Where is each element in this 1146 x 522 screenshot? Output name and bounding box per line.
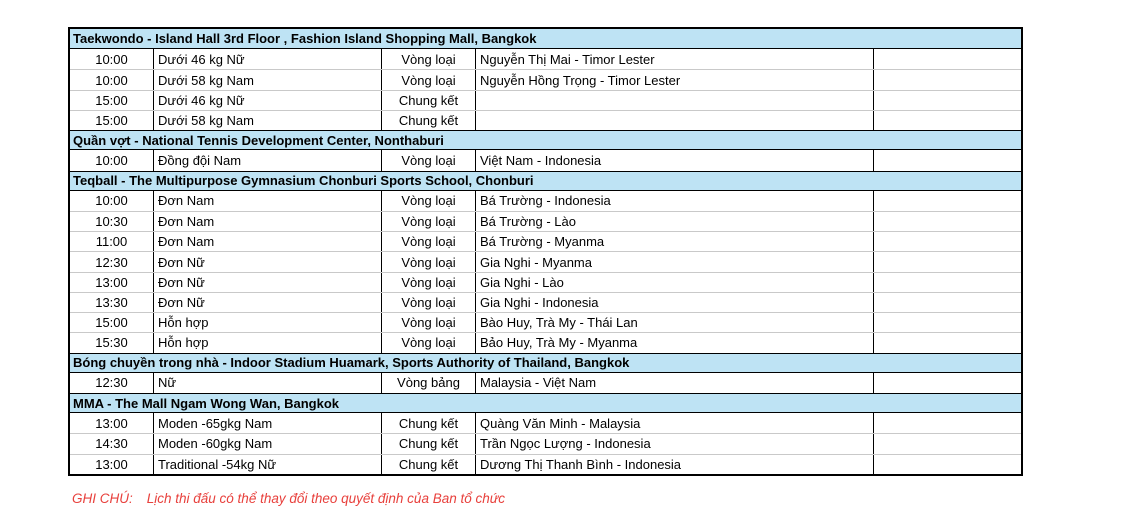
cell-match: Nguyễn Thị Mai - Timor Lester	[476, 49, 874, 69]
section-title: Bóng chuyền trong nhà - Indoor Stadium Huamark, Sports Authority of Thailand, Bangkok	[73, 355, 630, 371]
section-header	[70, 393, 1021, 413]
cell-extra	[874, 91, 1021, 110]
cell-extra	[874, 111, 1021, 130]
cell-round: Vòng loại	[382, 232, 476, 251]
footnote	[72, 491, 505, 506]
schedule-section	[70, 353, 1021, 393]
cell-event: Đơn Nữ	[154, 273, 382, 292]
cell-event: Đồng đội Nam	[154, 150, 382, 170]
cell-extra	[874, 191, 1021, 211]
cell-extra	[874, 232, 1021, 251]
footnote-text: Lịch thi đấu có thể thay đổi theo quyết định của Ban tổ chức	[146, 491, 506, 506]
cell-match: Bá Trường - Indonesia	[476, 191, 874, 211]
cell-time: 15:00	[70, 91, 154, 110]
cell-match	[476, 111, 874, 130]
cell-match: Trần Ngọc Lượng - Indonesia	[476, 434, 874, 453]
cell-extra	[874, 455, 1021, 474]
cell-round: Vòng loại	[382, 150, 476, 170]
cell-event: Đơn Nữ	[154, 252, 382, 271]
table-row	[70, 292, 1021, 312]
cell-extra	[874, 70, 1021, 89]
cell-time: 15:00	[70, 313, 154, 332]
table-row	[70, 433, 1021, 453]
cell-match: Bào Huy, Trà My - Thái Lan	[476, 313, 874, 332]
cell-extra	[874, 273, 1021, 292]
schedule-section	[70, 171, 1021, 353]
cell-time: 10:30	[70, 212, 154, 231]
cell-round: Vòng loại	[382, 49, 476, 69]
cell-extra	[874, 434, 1021, 453]
cell-round: Vòng loại	[382, 333, 476, 352]
cell-time: 13:00	[70, 455, 154, 474]
schedule-section	[70, 393, 1021, 474]
cell-event: Nữ	[154, 373, 382, 393]
table-row	[70, 191, 1021, 211]
table-row	[70, 150, 1021, 170]
cell-extra	[874, 413, 1021, 433]
cell-match: Nguyễn Hồng Trọng - Timor Lester	[476, 70, 874, 89]
cell-event: Moden -65gkg Nam	[154, 413, 382, 433]
cell-match: Bá Trường - Lào	[476, 212, 874, 231]
cell-time: 13:30	[70, 293, 154, 312]
table-row	[70, 231, 1021, 251]
cell-extra	[874, 49, 1021, 69]
footnote-label: GHI CHÚ:	[72, 491, 133, 506]
cell-round: Chung kết	[382, 413, 476, 433]
cell-round: Vòng loại	[382, 293, 476, 312]
cell-extra	[874, 373, 1021, 393]
cell-event: Dưới 58 kg Nam	[154, 111, 382, 130]
section-header	[70, 29, 1021, 49]
table-row	[70, 49, 1021, 69]
cell-round: Chung kết	[382, 455, 476, 474]
cell-round: Vòng loại	[382, 70, 476, 89]
schedule-section	[70, 29, 1021, 130]
cell-round: Vòng loại	[382, 191, 476, 211]
section-header	[70, 353, 1021, 373]
table-row	[70, 272, 1021, 292]
table-row	[70, 110, 1021, 130]
cell-event: Hỗn hợp	[154, 333, 382, 352]
cell-match: Việt Nam - Indonesia	[476, 150, 874, 170]
cell-match: Dương Thị Thanh Bình - Indonesia	[476, 455, 874, 474]
cell-time: 13:00	[70, 273, 154, 292]
cell-time: 12:30	[70, 252, 154, 271]
cell-round: Vòng loại	[382, 252, 476, 271]
cell-extra	[874, 293, 1021, 312]
cell-event: Hỗn hợp	[154, 313, 382, 332]
cell-time: 13:00	[70, 413, 154, 433]
cell-round: Vòng bảng	[382, 373, 476, 393]
cell-time: 10:00	[70, 191, 154, 211]
cell-round: Vòng loại	[382, 313, 476, 332]
cell-extra	[874, 333, 1021, 352]
table-row	[70, 332, 1021, 352]
cell-time: 10:00	[70, 150, 154, 170]
cell-event: Dưới 58 kg Nam	[154, 70, 382, 89]
cell-round: Chung kết	[382, 91, 476, 110]
cell-match	[476, 91, 874, 110]
section-title: MMA - The Mall Ngam Wong Wan, Bangkok	[73, 395, 340, 411]
cell-match: Quàng Văn Minh - Malaysia	[476, 413, 874, 433]
cell-round: Chung kết	[382, 434, 476, 453]
cell-match: Malaysia - Việt Nam	[476, 373, 874, 393]
cell-time: 15:00	[70, 111, 154, 130]
cell-match: Bảo Huy, Trà My - Myanma	[476, 333, 874, 352]
cell-event: Đơn Nam	[154, 191, 382, 211]
cell-event: Moden -60gkg Nam	[154, 434, 382, 453]
cell-event: Dưới 46 kg Nữ	[154, 49, 382, 69]
cell-round: Vòng loại	[382, 273, 476, 292]
cell-event: Đơn Nữ	[154, 293, 382, 312]
cell-time: 10:00	[70, 70, 154, 89]
section-header	[70, 130, 1021, 150]
table-row	[70, 90, 1021, 110]
cell-time: 14:30	[70, 434, 154, 453]
cell-match: Gia Nghi - Lào	[476, 273, 874, 292]
table-row	[70, 454, 1021, 474]
cell-time: 15:30	[70, 333, 154, 352]
cell-extra	[874, 313, 1021, 332]
section-title: Quần vợt - National Tennis Development Center, Nonthaburi	[73, 132, 444, 148]
cell-match: Bá Trường - Myanma	[476, 232, 874, 251]
section-header	[70, 171, 1021, 191]
cell-time: 11:00	[70, 232, 154, 251]
schedule-table	[68, 27, 1023, 476]
cell-extra	[874, 252, 1021, 271]
table-row	[70, 251, 1021, 271]
cell-event: Dưới 46 kg Nữ	[154, 91, 382, 110]
cell-extra	[874, 150, 1021, 170]
cell-event: Đơn Nam	[154, 212, 382, 231]
table-row	[70, 373, 1021, 393]
cell-round: Chung kết	[382, 111, 476, 130]
cell-time: 10:00	[70, 49, 154, 69]
section-title: Taekwondo - Island Hall 3rd Floor , Fashion Island Shopping Mall, Bangkok	[73, 31, 537, 47]
cell-round: Vòng loại	[382, 212, 476, 231]
table-row	[70, 312, 1021, 332]
table-row	[70, 69, 1021, 89]
cell-match: Gia Nghi - Indonesia	[476, 293, 874, 312]
cell-event: Đơn Nam	[154, 232, 382, 251]
cell-time: 12:30	[70, 373, 154, 393]
table-row	[70, 211, 1021, 231]
section-title: Teqball - The Multipurpose Gymnasium Chonburi Sports School, Chonburi	[73, 173, 534, 189]
table-row	[70, 413, 1021, 433]
cell-match: Gia Nghi - Myanma	[476, 252, 874, 271]
cell-extra	[874, 212, 1021, 231]
cell-event: Traditional -54kg Nữ	[154, 455, 382, 474]
schedule-section	[70, 130, 1021, 170]
